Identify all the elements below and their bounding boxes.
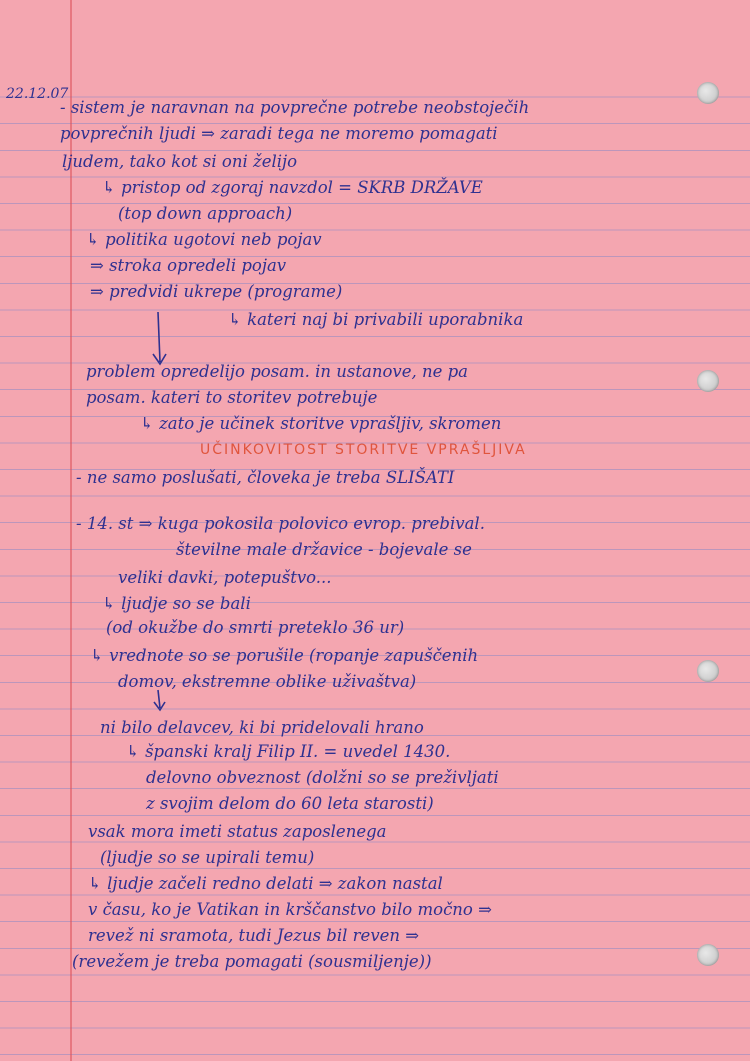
note-date: 22.12.07	[6, 86, 69, 102]
note-line-17: ↳ ljudje so se bali	[102, 594, 251, 613]
note-line-7: ⇒ stroka opredeli pojav	[90, 256, 287, 275]
note-line-27: ↳ ljudje začeli redno delati ⇒ zakon nastal	[88, 874, 443, 893]
note-line-30: (revežem je treba pomagati (sousmiljenje))	[72, 952, 432, 971]
note-line-5: (top down approach)	[118, 204, 293, 223]
punch-hole-1	[697, 82, 719, 104]
note-line-15: številne male državice - bojevale se	[176, 540, 472, 559]
punch-hole-3	[697, 660, 719, 682]
note-line-29: revež ni sramota, tudi Jezus bil reven ⇒	[88, 926, 420, 945]
note-line-18: (od okužbe do smrti preteklo 36 ur)	[106, 618, 405, 637]
note-line-21: ni bilo delavcev, ki bi pridelovali hrano	[100, 718, 424, 737]
note-line-10: problem opredelijo posam. in ustanove, ne pa	[86, 362, 469, 381]
page-top-margin	[0, 0, 750, 71]
note-line-23: delovno obveznost (dolžni so se preživljati	[146, 768, 499, 787]
punch-hole-2	[697, 370, 719, 392]
down-arrow-1	[150, 310, 170, 370]
note-line-12: ↳ zato je učinek storitve vprašljiv, skromen	[140, 414, 502, 433]
note-line-28: v času, ko je Vatikan in krščanstvo bilo močno ⇒	[88, 900, 492, 919]
punch-hole-4	[697, 944, 719, 966]
note-line-25: vsak mora imeti status zaposlenega	[88, 822, 387, 841]
note-line-1: - sistem je naravnan na povprečne potrebe neobstoječih	[60, 98, 530, 117]
note-line-4: ↳ pristop od zgoraj navzdol = SKRB DRŽAVE	[102, 178, 483, 197]
note-line-24: z svojim delom do 60 leta starosti)	[146, 794, 434, 813]
note-line-6: ↳ politika ugotovi neb pojav	[86, 230, 322, 249]
note-line-11: posam. kateri to storitev potrebuje	[86, 388, 378, 407]
note-line-22: ↳ španski kralj Filip II. = uvedel 1430.	[126, 742, 451, 761]
note-line-20: domov, ekstremne oblike uživaštva)	[118, 672, 417, 691]
note-line-8: ⇒ predvidi ukrepe (programe)	[90, 282, 343, 301]
note-line-9: ↳ kateri naj bi privabili uporabnika	[228, 310, 524, 329]
note-line-13: - ne samo poslušati, človeka je treba SLIŠATI	[76, 468, 455, 487]
note-line-19: ↳ vrednote so se porušile (ropanje zapuščenih	[90, 646, 479, 665]
note-line-3: ljudem, tako kot si oni želijo	[62, 152, 298, 171]
note-line-14: - 14. st ⇒ kuga pokosila polovico evrop. prebival.	[76, 514, 485, 533]
note-line-2: povprečnih ljudi ⇒ zaradi tega ne moremo pomagati	[60, 124, 498, 143]
note-line-16: veliki davki, potepuštvo...	[118, 568, 332, 587]
red-highlight-line: UČINKOVITOST STORITVE VPRAŠLJIVA	[200, 442, 527, 458]
down-arrow-2	[150, 688, 170, 714]
note-line-26: (ljudje so se upirali temu)	[100, 848, 315, 867]
